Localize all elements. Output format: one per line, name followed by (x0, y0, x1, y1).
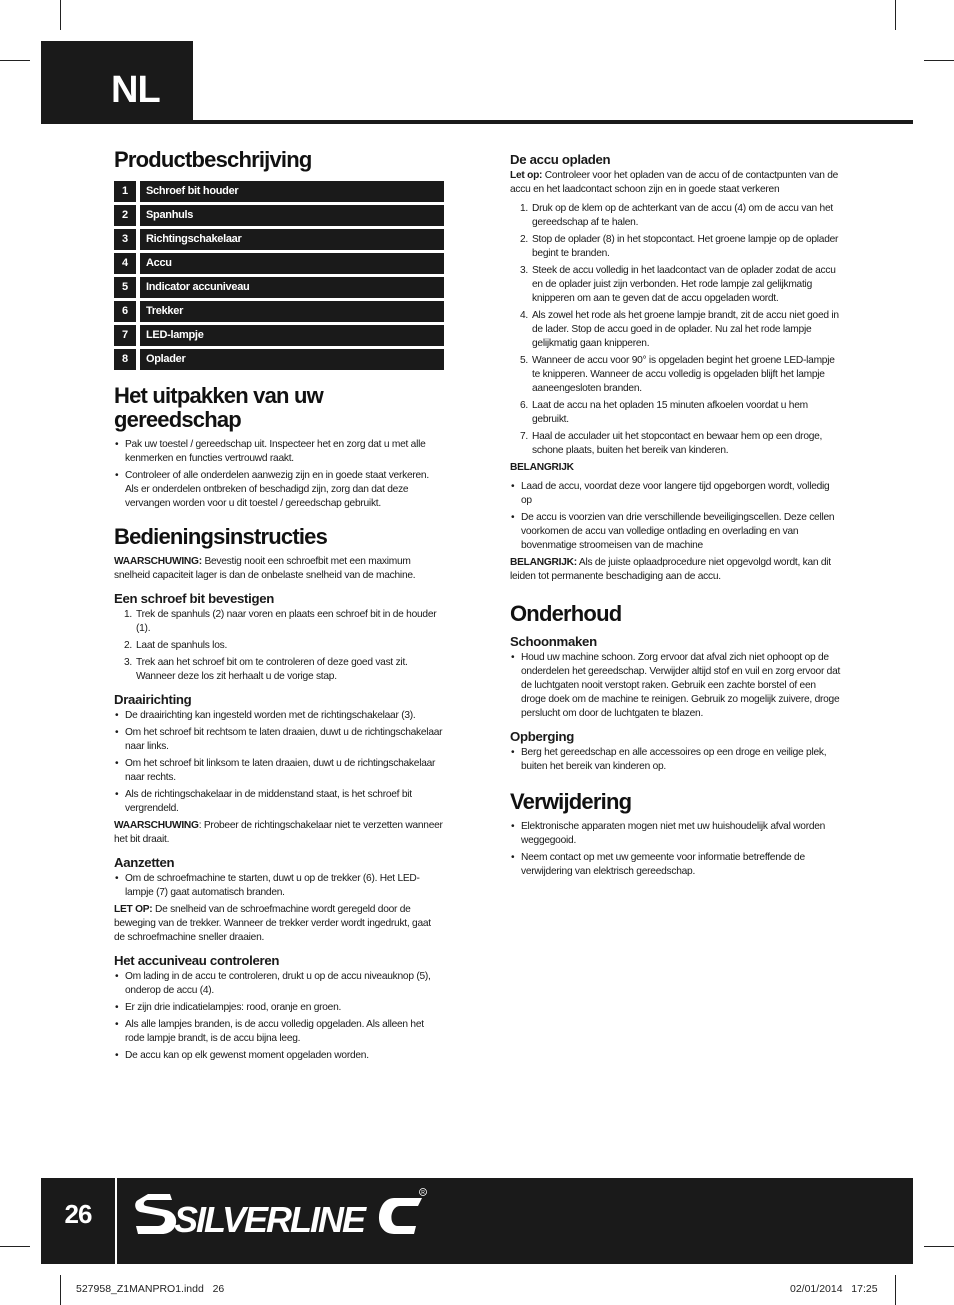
subsection-title: Draairichting (114, 692, 192, 707)
list-item: • Om het schroef bit rechtsom te laten draaien, duwt u de richtingschakelaar naar links. (114, 726, 444, 754)
bullet-list (510, 480, 842, 553)
step-number: 5. (520, 355, 528, 366)
step-text: Trek de spanhuls (2) naar voren en plaats een schroef bit in de houder (1). (136, 609, 437, 634)
warning-label: WAARSCHUWING (114, 820, 199, 831)
list-item (114, 656, 444, 684)
step-number: 1. (124, 609, 132, 620)
step-text: Wanneer de accu voor 90° is opgeladen begint het groene LED-lampje te knipperen. Wanneer de accu volledig is opgeladen blijft het lampje aaneengesloten branden. (532, 355, 835, 394)
part-number: 8 (114, 349, 136, 370)
crop-mark (60, 1275, 61, 1305)
section-title: Het uitpakken van uw gereedschap (114, 383, 323, 432)
list-item: • Houd uw machine schoon. Zorg ervoor dat afval zich niet ophoopt op de onderdelen het gereedschap. Verwijder altijd stof en vuil en zorg ervoor dat de luchtgaten nooit verstopt raken. Gebruik een zachte borstel of een droge doek om de machine te reinigen. Gebruik zo mogelijk zuivere, droge perslucht om door de luchtgaten te blazen. (510, 651, 842, 721)
language-code: NL (111, 69, 160, 111)
list-item (510, 264, 842, 306)
important-paragraph (510, 556, 842, 584)
part-number: 5 (114, 277, 136, 298)
part-name: Richtingschakelaar (140, 229, 444, 250)
bullet-list (114, 709, 444, 816)
note-paragraph (510, 169, 842, 197)
part-name: LED-lampje (140, 325, 444, 346)
step-text: Als zowel het rode als het groene lampje brandt, zit de accu niet goed in de lader. Stop de accu goed in de oplader. Nu zal het rode lampje gelijkmatig gaan knipperen. (532, 310, 839, 349)
list-item: • De draairichting kan ingesteld worden met de richtingschakelaar (3). (114, 709, 444, 723)
note-text: De snelheid van de schroefmachine wordt geregeld door de beweging van de trekker. Wanneer de trekker verder wordt ingedrukt, gaat de schroefmachine sneller draaien. (114, 904, 431, 943)
section-uitpakken (114, 384, 444, 511)
section-verwijdering (510, 790, 842, 879)
list-item: • Pak uw toestel / gereedschap uit. Inspecteer het en zorg dat u met alle kenmerken en functies vertrouwd raakt. (114, 438, 444, 466)
part-row (114, 277, 444, 298)
right-column (510, 152, 842, 882)
part-number: 3 (114, 229, 136, 250)
list-item (510, 399, 842, 427)
list-item: • Laad de accu, voordat deze voor langere tijd opgeborgen wordt, volledig op (510, 480, 842, 508)
bullet-list (114, 438, 444, 511)
part-name: Schroef bit houder (140, 181, 444, 202)
crop-mark (924, 1246, 954, 1247)
numbered-list (114, 608, 444, 684)
step-text: Druk op de klem op de achterkant van de accu (4) om de accu van het gereedschap af te halen. (532, 203, 833, 228)
step-number: 7. (520, 431, 528, 442)
silverline-logo-icon (132, 1188, 432, 1248)
part-name: Accu (140, 253, 444, 274)
list-item: • Er zijn drie indicatielampjes: rood, oranje en groen. (114, 1001, 444, 1015)
crop-mark (924, 60, 954, 61)
warning-paragraph (114, 819, 444, 847)
list-item (114, 608, 444, 636)
list-item (114, 639, 444, 653)
part-row (114, 253, 444, 274)
list-item: • Als de richtingschakelaar in de middenstand staat, is het schroef bit vergrendeld. (114, 788, 444, 816)
warning-paragraph (114, 555, 444, 583)
section-opladen (510, 152, 842, 584)
part-number: 2 (114, 205, 136, 226)
subsection-title: Schoonmaken (510, 634, 597, 649)
step-text: Steek de accu volledig in het laadcontact van de oplader zodat de accu en de oplader juist zijn verbonden. Het rode lampje zal gelijkmatig knipperen om aan te geven dat de accu opgeladen wordt. (532, 265, 836, 304)
step-number: 4. (520, 310, 528, 321)
bullet-list (510, 746, 842, 774)
language-tab (41, 41, 193, 123)
part-name: Oplader (140, 349, 444, 370)
list-item: • Controleer of alle onderdelen aanwezig zijn en in goede staat verkeren. Als er onderdelen ontbreken of beschadigd zijn, zorg dan dat deze vervangen worden voor u dit toestel / gereedschap gebruikt. (114, 469, 444, 511)
step-number: 2. (520, 234, 528, 245)
step-text: Laat de spanhuls los. (136, 640, 228, 651)
crop-mark (895, 1275, 896, 1305)
part-row (114, 301, 444, 322)
warning-text: Bevestig nooit een schroefbit met een maximum snelheid capaciteit lager is dan de onbelaste snelheid van de machine. (114, 556, 416, 581)
page-number: 26 (64, 1199, 92, 1229)
list-item (510, 430, 842, 458)
list-item: • Om het schroef bit linksom te laten draaien, duwt u de richtingschakelaar naar rechts. (114, 757, 444, 785)
bullet-list (510, 651, 842, 721)
part-number: 1 (114, 181, 136, 202)
logo-wordmark: SILVERLINE (174, 1199, 365, 1240)
list-item: • Om lading in de accu te controleren, drukt u op de accu niveauknop (5), onderop de accu (4). (114, 970, 444, 998)
step-text: Stop de oplader (8) in het stopcontact. Het groene lampje op de oplader begint te branden. (532, 234, 839, 259)
header-rule (41, 120, 913, 124)
important-text: Als de juiste oplaadprocedure niet opgevolgd wordt, kan dit leiden tot permanente beschadiging aan de accu. (510, 557, 831, 582)
part-row (114, 205, 444, 226)
step-text: Haal de acculader uit het stopcontact en bewaar hem op een droge, schone plaats, buiten het bereik van kinderen. (532, 431, 823, 456)
section-title: Productbeschrijving (114, 147, 312, 172)
step-number: 3. (520, 265, 528, 276)
footer-divider (115, 1178, 117, 1264)
step-number: 6. (520, 400, 528, 411)
part-number: 4 (114, 253, 136, 274)
bullet-list (114, 970, 444, 1063)
list-item (510, 309, 842, 351)
note-label: Let op: (510, 170, 543, 181)
step-text: Trek aan het schroef bit om te controleren of deze goed vast zit. Wanneer deze los zit herhaalt u de vorige stap. (136, 657, 408, 682)
note-text: Controleer voor het opladen van de accu of de contactpunten van de accu en het laadcontact schoon zijn en in goede staat verkeren (510, 170, 839, 195)
part-row (114, 349, 444, 370)
section-productbeschrijving (114, 148, 444, 370)
step-number: 1. (520, 203, 528, 214)
part-row (114, 229, 444, 250)
list-item: • Elektronische apparaten mogen niet met uw huishoudelijk afval worden weggegooid. (510, 820, 842, 848)
date-info: 02/01/2014 17:25 (790, 1283, 878, 1295)
svg-text:R: R (421, 1190, 425, 1196)
list-item: • Berg het gereedschap en alle accessoires op een droge en veilige plek, buiten het bereik van kinderen op. (510, 746, 842, 774)
step-number: 3. (124, 657, 132, 668)
part-name: Spanhuls (140, 205, 444, 226)
note-label: LET OP: (114, 904, 153, 915)
part-number: 7 (114, 325, 136, 346)
step-number: 2. (124, 640, 132, 651)
important-heading: BELANGRIJK (510, 462, 574, 473)
bullet-list (114, 872, 444, 900)
numbered-list (510, 202, 842, 458)
brand-logo (132, 1188, 432, 1253)
section-bediening (114, 525, 444, 1063)
crop-mark (0, 60, 30, 61)
crop-mark (0, 1246, 30, 1247)
crop-mark (895, 0, 896, 30)
list-item: • Om de schroefmachine te starten, duwt u op de trekker (6). Het LED-lampje (7) gaat automatisch branden. (114, 872, 444, 900)
warning-label: WAARSCHUWING: (114, 556, 202, 567)
list-item: • De accu is voorzien van drie verschillende beveiligingscellen. Deze cellen voorkomen de accu van volledige ontlading en overlading en van bovenmatige stroomeisen van de machine (510, 511, 842, 553)
part-row (114, 325, 444, 346)
bullet-list (510, 820, 842, 879)
section-title: Verwijdering (510, 789, 632, 814)
warning-text: : Probeer de richtingschakelaar niet te verzetten wanneer het bit draait. (114, 820, 443, 845)
list-item: • Als alle lampjes branden, is de accu volledig opgeladen. Als alleen het rode lampje brandt, is de accu bijna leeg. (114, 1018, 444, 1046)
part-number: 6 (114, 301, 136, 322)
list-item (510, 354, 842, 396)
section-onderhoud (510, 602, 842, 774)
part-name: Indicator accuniveau (140, 277, 444, 298)
subsection-title: De accu opladen (510, 152, 611, 167)
note-paragraph (114, 903, 444, 945)
list-item (510, 202, 842, 230)
important-label: BELANGRIJK: (510, 557, 577, 568)
subsection-title: Aanzetten (114, 855, 175, 870)
subsection-title: Opberging (510, 729, 574, 744)
section-title: Onderhoud (510, 601, 622, 626)
parts-table (114, 181, 444, 370)
list-item: • Neem contact op met uw gemeente voor informatie betreffende de verwijdering van elektrisch gereedschap. (510, 851, 842, 879)
crop-mark (60, 0, 61, 30)
subsection-title: Het accuniveau controleren (114, 953, 280, 968)
list-item: • De accu kan op elk gewenst moment opgeladen worden. (114, 1049, 444, 1063)
part-name: Trekker (140, 301, 444, 322)
file-info: 527958_Z1MANPRO1.indd 26 (76, 1283, 225, 1295)
subsection-title: Een schroef bit bevestigen (114, 591, 275, 606)
list-item (510, 233, 842, 261)
left-column (114, 148, 444, 1066)
section-title: Bedieningsinstructies (114, 524, 328, 549)
step-text: Laat de accu na het opladen 15 minuten afkoelen voordat u hem gebruikt. (532, 400, 808, 425)
part-row (114, 181, 444, 202)
